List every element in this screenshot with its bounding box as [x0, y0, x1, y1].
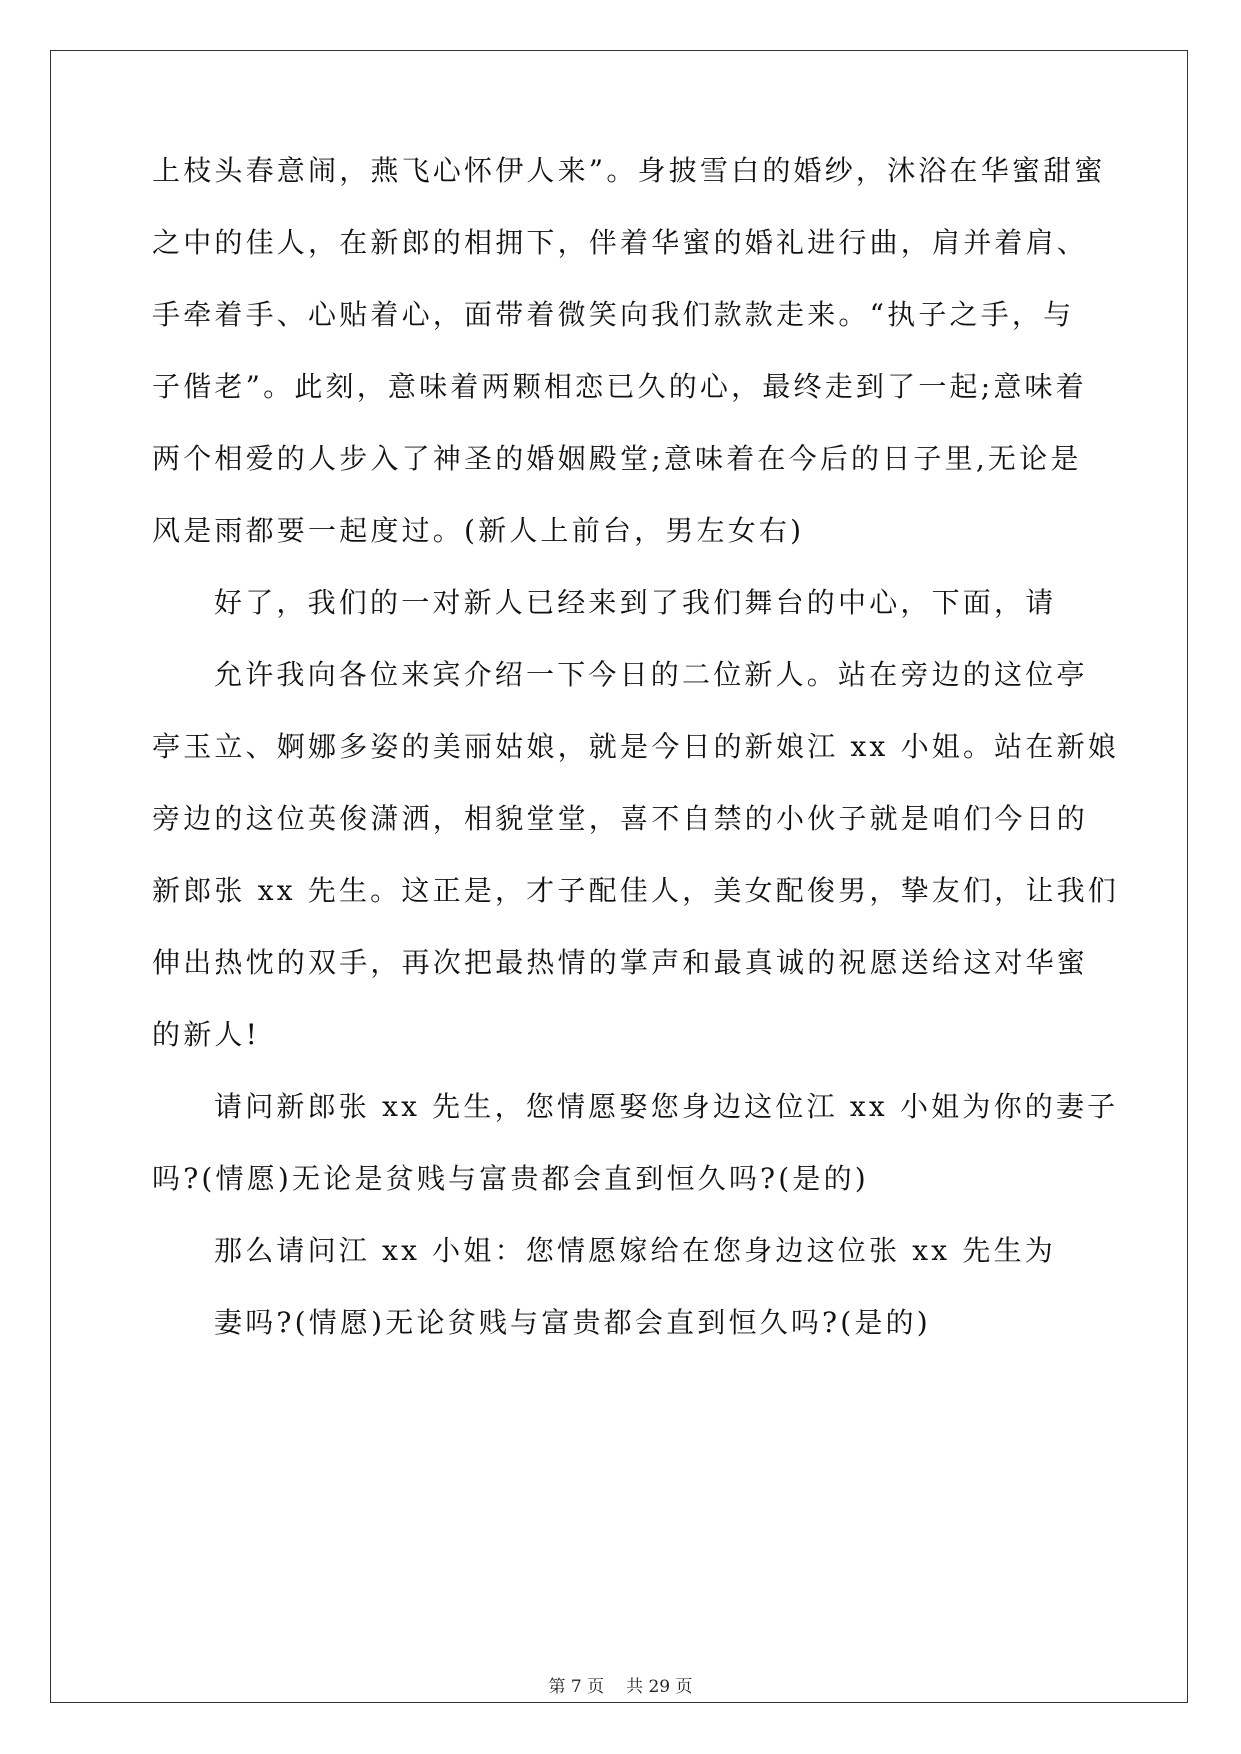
text-line: 手牵着手、心贴着心，面带着微笑向我们款款走来。“执子之手，与: [152, 298, 1075, 331]
text-line: 上枝头春意闹，燕飞心怀伊人来”。身披雪白的婚纱，沐浴在华蜜甜蜜: [152, 154, 1106, 187]
text-line: 旁边的这位英俊潇洒，相貌堂堂，喜不自禁的小伙子就是咱们今日的: [152, 802, 1089, 835]
page-footer: [0, 1672, 1241, 1697]
text-line: 伸出热忱的双手，再次把最热情的掌声和最真诚的祝愿送给这对华蜜: [152, 946, 1089, 979]
text-line: 新郎张 xx 先生。这正是，才子配佳人，美女配俊男，挚友们，让我们: [152, 874, 1119, 907]
text-line: 子偕老”。此刻，意味着两颗相恋已久的心，最终走到了一起;意味着: [152, 370, 1087, 403]
text-line: 妻吗?(情愿)无论贫贱与富贵都会直到恒久吗?(是的): [214, 1306, 931, 1339]
text-line: 请问新郎张 xx 先生，您情愿娶您身边这位江 xx 小姐为你的妻子: [214, 1090, 1119, 1123]
page-total: 共 29 页: [626, 1677, 693, 1697]
text-line: 允许我向各位来宾介绍一下今日的二位新人。站在旁边的这位亭: [214, 658, 1088, 691]
text-line: 亭玉立、婀娜多姿的美丽姑娘，就是今日的新娘江 xx 小姐。站在新娘: [152, 730, 1119, 763]
page-number: 第 7 页: [548, 1677, 605, 1697]
text-line: 之中的佳人，在新郎的相拥下，伴着华蜜的婚礼进行曲，肩并着肩、: [152, 226, 1089, 259]
text-line: 两个相爱的人步入了神圣的婚姻殿堂;意味着在今后的日子里,无论是: [152, 442, 1082, 475]
text-line: 好了，我们的一对新人已经来到了我们舞台的中心，下面，请: [214, 586, 1057, 619]
text-line: 风是雨都要一起度过。(新人上前台，男左女右): [152, 514, 805, 547]
text-line: 那么请问江 xx 小姐：您情愿嫁给在您身边这位张 xx 先生为: [214, 1234, 1056, 1267]
text-line: 的新人!: [152, 1018, 261, 1051]
text-line: 吗?(情愿)无论是贫贱与富贵都会直到恒久吗?(是的): [152, 1162, 869, 1195]
